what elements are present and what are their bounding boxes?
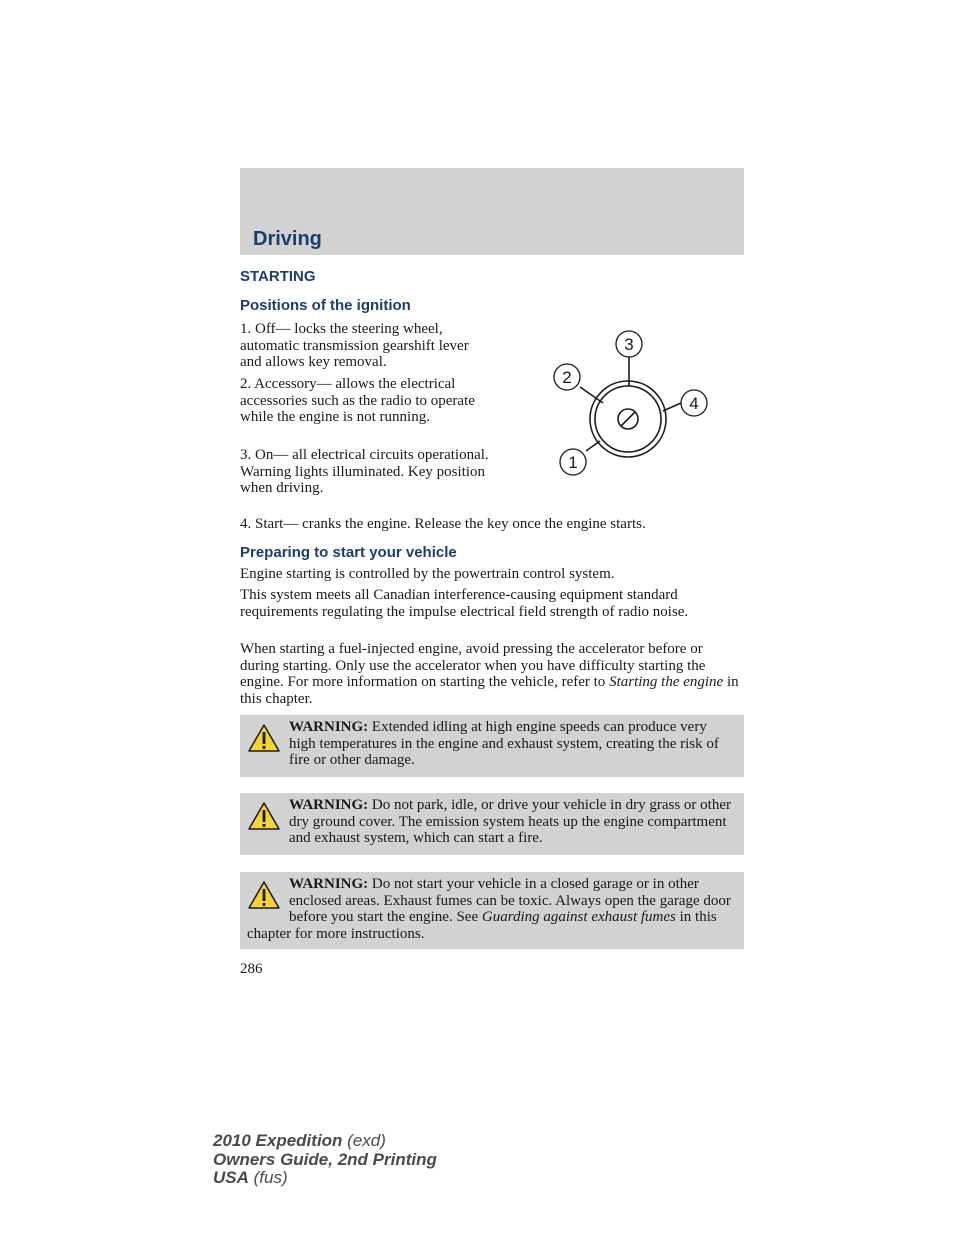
warning-label: WARNING: xyxy=(289,719,369,735)
preparing-paragraph-3: When starting a fuel-injected engine, avoid pressing the accelerator before or during starting. Only use the accelerator when you have difficulty starting the engine. For more information on starting the vehicle, refer to Starting the engine in this chapter. xyxy=(240,641,739,707)
key-slot-line xyxy=(621,412,635,426)
position-1-label: 1 xyxy=(568,453,578,472)
warning-text: Do not park, idle, or drive your vehicle in dry grass or other dry ground cover. The emission system heats up the engine compartment and exhaust system, which can start a fire. xyxy=(289,797,731,846)
ignition-item-accessory: 2. Accessory— allows the electrical accessories such as the radio to operate while the engine is not running. xyxy=(240,376,475,425)
ignition-positions-diagram xyxy=(540,325,720,485)
ignition-item-off: 1. Off— locks the steering wheel, automatic transmission gearshift lever and allows key removal. xyxy=(240,321,469,370)
warning-triangle-icon xyxy=(247,801,281,831)
warning-triangle-icon xyxy=(247,723,281,753)
warning-box-dry-grass xyxy=(240,793,744,855)
warning-text: Extended idling at high engine speeds can produce very high temperatures in the engine and exhaust system, creating the risk of fire or other damage. xyxy=(289,719,719,768)
chapter-header xyxy=(240,168,744,255)
warning-box-closed-garage: WARNING: Do not start your vehicle in a closed garage or in other enclosed areas. Exhaust fumes can be toxic. Always open the garage door before you start the engine. See Guarding against exhaust fumes in this chapter for more instructions. xyxy=(240,872,744,949)
ignition-item-on: 3. On— all electrical circuits operational. Warning lights illuminated. Key position when driving. xyxy=(240,447,489,496)
position-3-label: 3 xyxy=(624,335,634,354)
warning-label: WARNING: xyxy=(289,797,369,813)
ignition-heading: Positions of the ignition xyxy=(240,297,411,314)
exhaust-fumes-reference: Guarding against exhaust fumes xyxy=(481,909,676,925)
footer-line-1: 2010 Expedition (exd) xyxy=(213,1131,386,1150)
warning-label: WARNING: xyxy=(289,876,369,892)
page-number: 286 xyxy=(240,961,263,977)
warning-box-idling xyxy=(240,715,744,777)
document-footer xyxy=(213,1132,437,1188)
position-4-line xyxy=(663,403,681,411)
footer-line-2: Owners Guide, 2nd Printing xyxy=(213,1149,437,1169)
starting-engine-reference: Starting the engine xyxy=(609,674,724,690)
preparing-paragraph-1: Engine starting is controlled by the powertrain control system. xyxy=(240,566,615,582)
footer-line-3: USA (fus) xyxy=(213,1168,288,1187)
chapter-title: Driving xyxy=(253,228,322,250)
section-title: STARTING xyxy=(240,268,316,285)
warning-triangle-icon xyxy=(247,880,281,910)
warning-text: Do not start your vehicle in a closed garage or in other enclosed areas. Exhaust fumes can be toxic. Always open the garage door before you start the engine. See xyxy=(289,876,731,925)
ignition-item-start: 4. Start— cranks the engine. Release the key once the engine starts. xyxy=(240,516,646,532)
preparing-heading: Preparing to start your vehicle xyxy=(240,544,457,561)
position-4-label: 4 xyxy=(689,394,699,413)
position-2-label: 2 xyxy=(562,368,572,387)
preparing-paragraph-2: This system meets all Canadian interference-causing equipment standard requirements regulating the impulse electrical field strength of radio noise. xyxy=(240,587,689,620)
